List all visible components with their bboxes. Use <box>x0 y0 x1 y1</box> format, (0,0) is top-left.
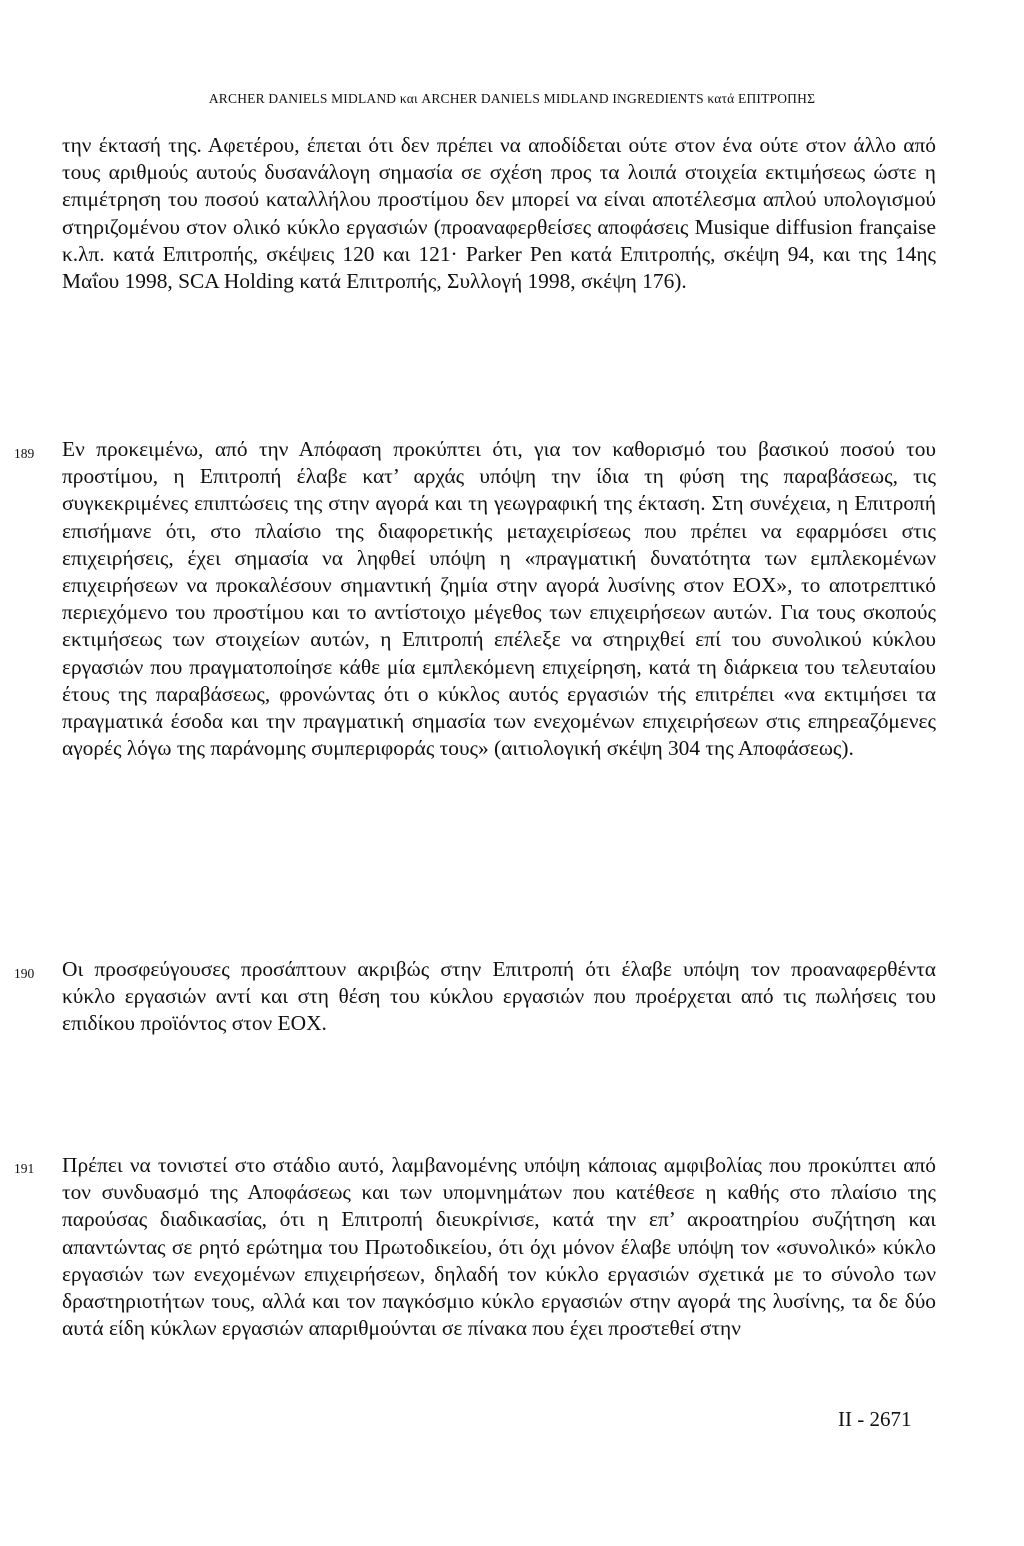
paragraph-number-190: 190 <box>14 966 35 981</box>
paragraph-191-text: Πρέπει να τονιστεί στο στάδιο αυτό, λαμβανομένης υπόψη κάποιας αμφιβολίας που προκύπτει από τον συνδυασμό της Αποφάσεως και των υπομνημάτων που κατέθεσε η καθής στο πλαίσιο της παρούσας διαδικασίας, ότι η Επιτροπή διευκρίνισε, κατά την επ’ ακροατηρίου συζήτηση και απαντώντας σε ρητό ερώτημα του Πρωτοδικείου, ότι όχι μόνον έλαβε υπόψη τον «συνολικό» κύκλο εργασιών των ενεχομένων επιχειρήσεων, δηλαδή τον κύκλο εργασιών σχετικά με το σύνολο των δραστηριοτήτων τους, αλλά και τον παγκόσμιο κύκλο εργασιών στην αγορά της λυσίνης, τα δε δύο αυτά είδη κύκλων εργασιών απαριθμούνται σε πίνακα που έχει προστεθεί στην <box>62 1153 936 1341</box>
paragraph-continuation-text: την έκτασή της. Αφετέρου, έπεται ότι δεν πρέπει να αποδίδεται ούτε στον ένα ούτε στον άλλο από τους αριθμούς αυτούς δυσανάλογη σημασία σε σχέση προς τα λοιπά στοιχεία εκτιμήσεως ώστε η επιμέτρηση του ποσού καταλλήλου προστίμου δεν μπορεί να είναι αποτέλεσμα απλού υπολογισμού στηριζομένου στον ολικό κύκλο εργασιών (προαναφερθείσες αποφάσεις Musique diffusion française κ.λπ. κατά Επιτροπής, σκέψεις 120 και 121· Parker Pen κατά Επιτροπής, σκέψη 94, και της 14ης Μαΐου 1998, SCA Holding κατά Επιτροπής, Συλλογή 1998, σκέψη 176). <box>62 133 936 294</box>
paragraph-189-text: Εν προκειμένω, από την Απόφαση προκύπτει ότι, για τον καθορισμό του βασικού ποσού του προστίμου, η Επιτροπή έλαβε κατ’ αρχάς υπόψη την ίδια τη φύση της παραβάσεως, τις συγκεκριμένες επιπτώσεις της στην αγορά και τη γεωγραφική της έκταση. Στη συνέχεια, η Επιτροπή επισήμανε ότι, στο πλαίσιο της διαφορετικής μεταχειρίσεως που πρέπει να εφαρμόσει στις επιχειρήσεις, έχει σημασία να ληφθεί υπόψη η «πραγματική δυνατότητα των εμπλεκομένων επιχειρήσεων να προκαλέσουν σημαντική ζημία στην αγορά λυσίνης στον ΕΟΧ», το αποτρεπτικό περιεχόμενο του προστίμου και το αντίστοιχο μέγεθος των επιχειρήσεων αυτών. Για τους σκοπούς εκτιμήσεως των στοιχείων αυτών, η Επιτροπή επέλεξε να στηριχθεί επί του συνολικού κύκλου εργασιών που πραγματοποίησε κάθε μία εμπλεκόμενη επιχείρηση, κατά τη διάρκεια του τελευταίου έτους της παραβάσεως, φρονώντας ότι ο κύκλος αυτός εργασιών τής επιτρέπει «να εκτιμήσει τα πραγματικά έσοδα και την πραγματική σημασία των ενεχομένων επιχειρήσεων στις επηρεαζόμενες αγορές λόγω της παράνομης συμπεριφοράς τους» (αιτιολογική σκέψη 304 της Αποφάσεως). <box>62 437 936 761</box>
running-header: ARCHER DANIELS MIDLAND και ARCHER DANIELS MIDLAND INGREDIENTS κατά ΕΠΙΤΡΟΠΗΣ <box>208 91 816 106</box>
paragraph-number-191: 191 <box>14 1161 35 1176</box>
paragraph-190-text: Οι προσφεύγουσες προσάπτουν ακριβώς στην Επιτροπή ότι έλαβε υπόψη τον προαναφερθέντα κύκλο εργασιών αντί και στη θέση του κύκλου εργασιών που προέρχεται από τις πωλήσεις του επιδίκου προϊόντος στον ΕΟΧ. <box>62 957 936 1036</box>
page-number: II - 2671 <box>838 1407 912 1431</box>
paragraph-number-189: 189 <box>14 446 35 461</box>
